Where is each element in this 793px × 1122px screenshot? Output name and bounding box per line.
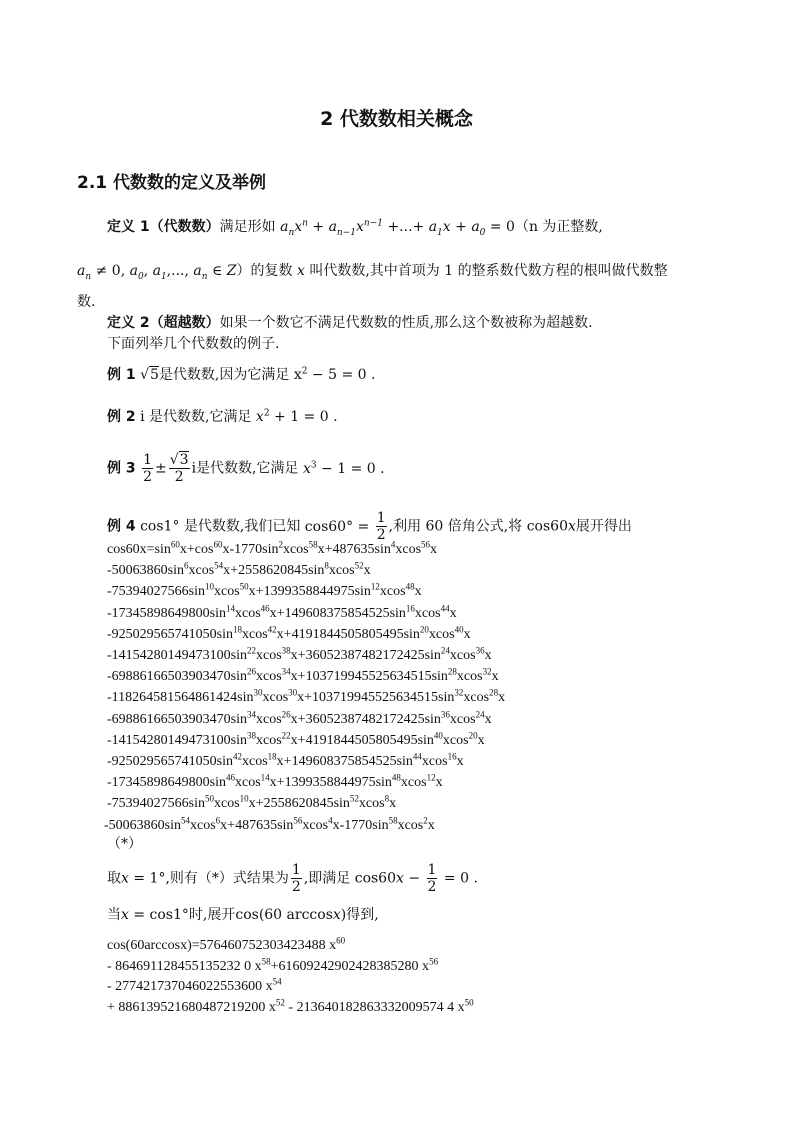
expansion-line: $-69886166503903470\sin^{34}xcos^{26}x+36052387482172425\sin^{36}xcos^{24}x$ <box>107 708 492 727</box>
example-2: 例 2 i 是代数数,它满足 $x^2 + 1 = 0$ . <box>107 408 338 425</box>
when-statement: 当x = cos1°时,展开cos(60 arccosx)得到, <box>107 907 379 923</box>
definition-2: 定义 2（超越数）如果一个数它不满足代数数的性质,那么这个数被称为超越数. <box>107 315 593 331</box>
expansion-line: $-17345898649800\sin^{14}xcos^{46}x+149608375854525\sin^{16}xcos^{44}x$ <box>107 602 457 621</box>
expansion-line: $-925029565741050\sin^{42}xcos^{18}x+149608375854525\sin^{44}xcos^{16}x$ <box>107 751 464 769</box>
example-2-label: 例 2 <box>107 409 136 425</box>
expansion-line: $-50063860\sin^{54}xcos^6x+487635\sin^{56}xcos^4x-1770\sin^{58}xcos^2x$ <box>104 814 435 833</box>
section-title: 2.1 代数数的定义及举例 <box>77 173 267 193</box>
example-4: 例 4 cos1° 是代数数,我们已知 cos60° = $\frac{1}{2}$ ,利用 60 倍角公式,将 cos60x展开得出 <box>107 510 632 543</box>
expansion-line: $-118264581564861424\sin^{30}xcos^{30}x+103719945525634515\sin^{32}xcos^{28}x$ <box>107 687 506 706</box>
polynomial-line: + 886139521680487219200 $x^{52} - 213640182863332009574$ 4 $x^{50}$ <box>107 996 474 1015</box>
definition-1-line-3: 数. <box>77 294 96 310</box>
definition-2-label: 定义 2（超越数） <box>107 315 220 331</box>
fraction-one-half: $\frac{1}{2}$ <box>143 452 152 485</box>
expansion-line: $-14154280149473100\sin^{38}xcos^{22}x+4191844505805495\sin^{40}xcos^{20}x$ <box>107 730 485 748</box>
expansion-line: $-75394027566\sin^{10}xcos^{50}x+1399358844975\sin^{12}xcos^{48}x$ <box>107 581 422 600</box>
definition-1-line-1: 定义 1（代数数）满足形如 $a_nx^n + a_{n-1}x^{n-1}$ +...+ $a_1x + a_0 = 0(n$ 为正整数, <box>107 218 603 238</box>
example-3-label: 例 3 <box>107 460 136 477</box>
definition-1-line-2: $a_n \ne 0$, $a_0$, $a_1$,..., $a_n$ ∈ Z）的复数 x 叫代数数,其中首项为 1 的整系数代数方程的根叫做代数整 <box>77 263 668 282</box>
fraction-sqrt3-half: $\frac{√3}{2}$ <box>169 452 189 485</box>
example-3: 例 3 $\frac{1}{2}$ ± $\frac{√3}{2}$ i是代数数,它满足 $x^3 - 1 = 0$ . <box>107 452 385 485</box>
polynomial-equation: $a_nx^n + a_{n-1}x^{n-1}$ +...+ $a_1x + a_0 = 0$ <box>280 218 515 238</box>
example-1: 例 1 √5是代数数,因为它满足 $x^2 - 5 = 0$ . <box>107 366 376 383</box>
expansion-line: $-50063860\sin^6xcos^{54}x+2558620845\sin^8xcos^{52}x$ <box>107 560 371 579</box>
example-1-label: 例 1 <box>107 367 136 383</box>
coefficient-condition: $a_n \ne 0$, $a_0$, $a_1$,..., $a_n$ ∈ Z <box>77 263 237 282</box>
expansion-line: $-14154280149473100\sin^{22}xcos^{38}x+36052387482172425\sin^{24}xcos^{36}x$ <box>107 645 492 663</box>
star-label: （*） <box>107 836 142 852</box>
take-statement: 取x = 1°,则有（*）式结果为 $\frac{1}{2}$ ,即满足 cos60x − $\frac{1}{2}$ = 0 . <box>107 862 478 895</box>
expansion-line: $-17345898649800\sin^{46}xcos^{14}x+1399358844975\sin^{48}xcos^{12}x$ <box>107 772 443 791</box>
examples-intro: 下面列举几个代数数的例子. <box>107 336 280 352</box>
expansion-line: $-69886166503903470\sin^{26}xcos^{34}x+103719945525634515\sin^{28}xcos^{32}x$ <box>107 666 499 685</box>
expansion-line: $\cos 60x=\sin^{60}x+\cos^{60}x-1770\sin^2xcos^{58}x+487635\sin^4xcos^{56}x$ <box>107 539 438 557</box>
definition-1-label: 定义 1（代数数） <box>107 219 220 235</box>
chapter-title: 2 代数数相关概念 <box>320 108 473 130</box>
example-4-label: 例 4 <box>107 518 136 535</box>
polynomial-line: - 277421737046022553600 $x^{54}$ <box>107 976 282 994</box>
expansion-line: $-75394027566\sin^{50}xcos^{10}x+2558620845\sin^{52}xcos^8x$ <box>107 793 397 812</box>
polynomial-line: cos(60arccosx)=576460752303423488 $x^{60}$ <box>107 935 346 953</box>
polynomial-line: - 864691128455135232 0 $x^{58}+61609242902428385280$ $x^{56}$ <box>107 955 439 974</box>
expansion-line: $-925029565741050\sin^{18}xcos^{42}x+4191844505805495\sin^{20}xcos^{40}x$ <box>107 624 471 642</box>
